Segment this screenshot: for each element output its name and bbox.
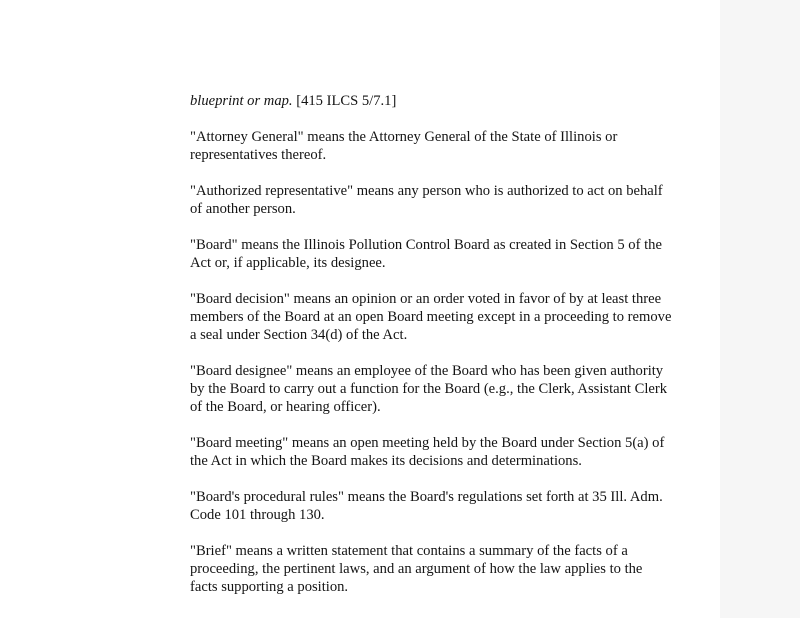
document-body (190, 92, 714, 614)
statute-citation: [415 ILCS 5/7.1] (292, 93, 397, 109)
definition-line: Code 101 through 130. (190, 507, 325, 523)
definition-line: "Brief" means a written statement that contains a summary of the facts of a (190, 543, 628, 559)
definition-line: "Attorney General" means the Attorney General of the State of Illinois or (190, 129, 618, 145)
continued-line (190, 92, 714, 110)
definition-board (190, 236, 714, 272)
definition-line: proceeding, the pertinent laws, and an argument of how the law applies to the (190, 561, 643, 577)
definition-line: members of the Board at an open Board meeting except in a proceeding to remove (190, 309, 672, 325)
definition-line: "Board decision" means an opinion or an order voted in favor of by at least three (190, 291, 662, 307)
definition-board-designee (190, 362, 714, 416)
page-edge-shade (720, 0, 800, 618)
definition-line: Act or, if applicable, its designee. (190, 255, 386, 271)
definition-line: "Authorized representative" means any person who is authorized to act on behalf (190, 183, 663, 199)
definition-line: the Act in which the Board makes its decisions and determinations. (190, 453, 582, 469)
definition-line: "Board meeting" means an open meeting held by the Board under Section 5(a) of (190, 435, 665, 451)
definition-board-decision (190, 290, 714, 344)
definition-line: by the Board to carry out a function for the Board (e.g., the Clerk, Assistant Clerk (190, 381, 668, 397)
definition-boards-procedural-rules (190, 488, 714, 524)
definition-line: of the Board, or hearing officer). (190, 399, 381, 415)
definition-line: "Board's procedural rules" means the Board's regulations set forth at 35 Ill. Adm. (190, 489, 663, 505)
definition-line: representatives thereof. (190, 147, 327, 163)
continued-italic-text: blueprint or map. (190, 93, 293, 109)
definition-attorney-general (190, 128, 714, 164)
definition-line: "Board designee" means an employee of the Board who has been given authority (190, 363, 664, 379)
definition-board-meeting (190, 434, 714, 470)
definition-brief (190, 542, 714, 596)
definition-line: of another person. (190, 201, 296, 217)
definition-line: facts supporting a position. (190, 579, 349, 595)
definition-authorized-representative (190, 182, 714, 218)
definition-line: "Board" means the Illinois Pollution Control Board as created in Section 5 of the (190, 237, 662, 253)
definition-line: a seal under Section 34(d) of the Act. (190, 327, 408, 343)
